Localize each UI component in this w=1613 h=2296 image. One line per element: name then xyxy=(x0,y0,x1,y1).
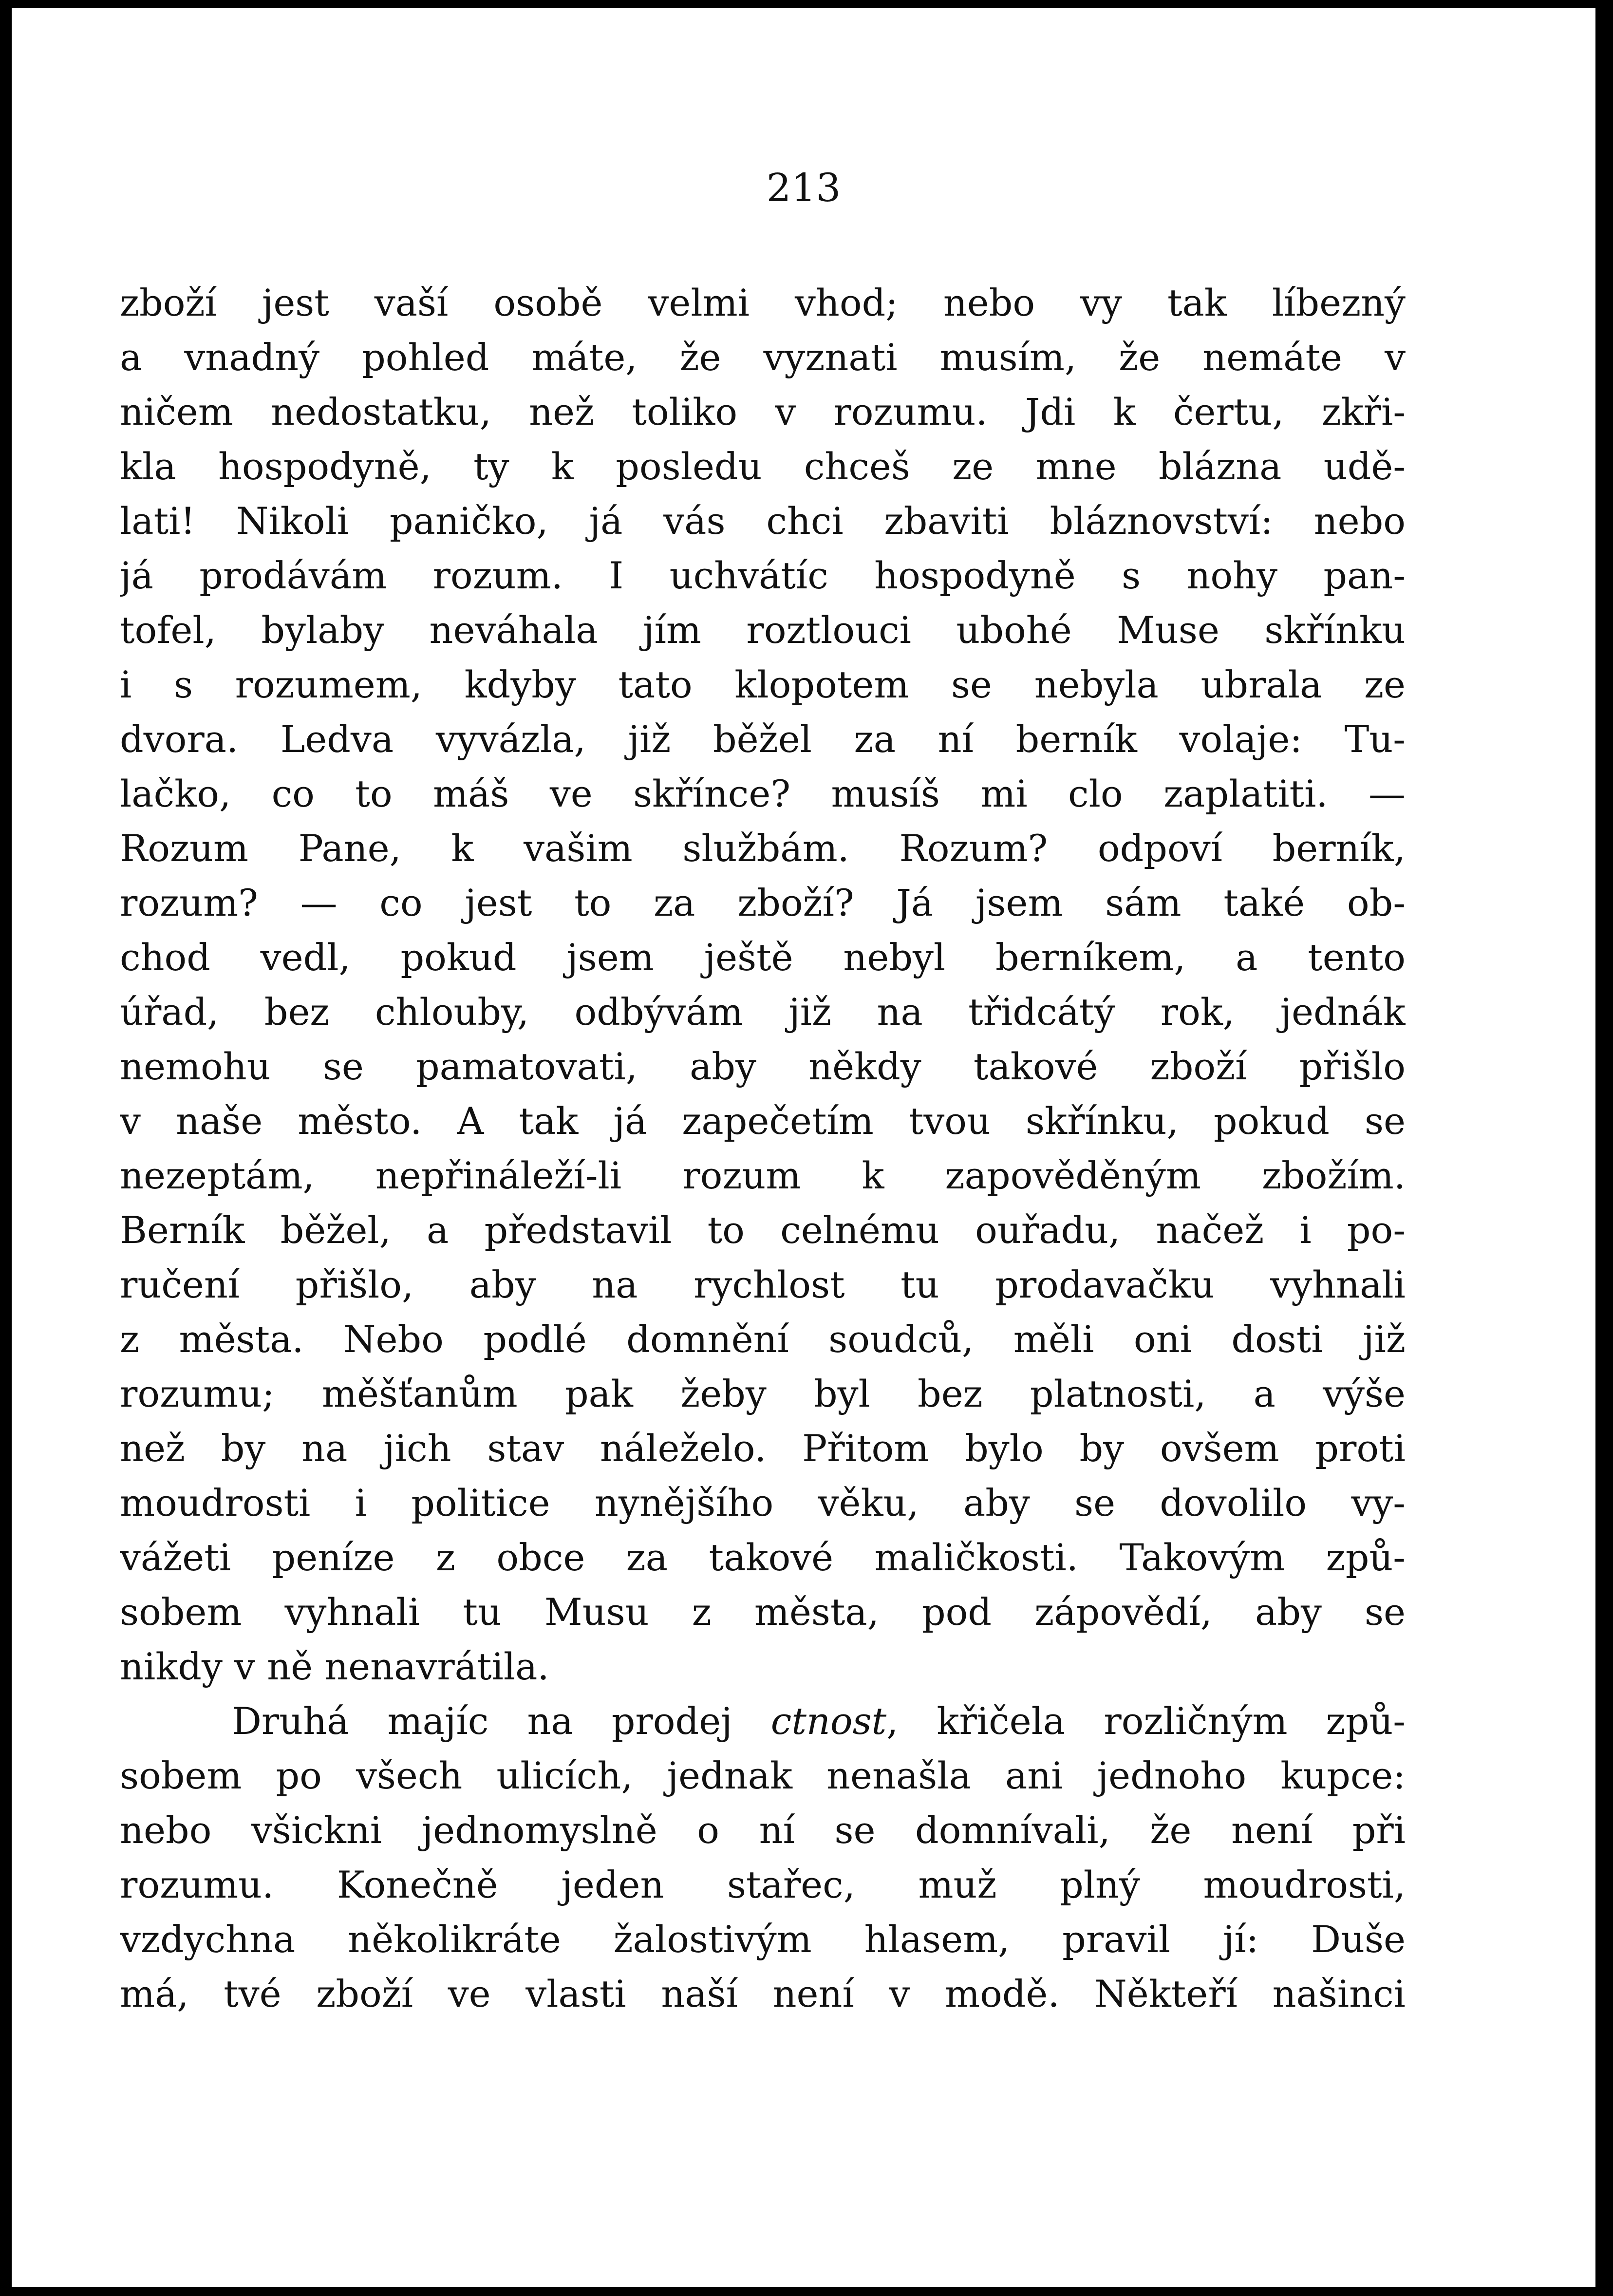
text-run: , křičela rozličným způ- xyxy=(886,1699,1406,1743)
page-number: 213 xyxy=(766,165,841,210)
text-line: nebo všickni jednomyslně o ní se domnívali, že není při xyxy=(120,1808,1406,1852)
text-line: nikdy v ně nenavrátila. xyxy=(120,1645,549,1688)
text-line: ručení přišlo, aby na rychlost tu prodavačku vyhnali xyxy=(120,1263,1406,1306)
text-line: Berník běžel, a představil to celnému ouřadu, načež i po- xyxy=(120,1208,1406,1252)
text-line: chod vedl, pokud jsem ještě nebyl berníkem, a tento xyxy=(120,936,1406,979)
text-line: moudrosti i politice nynějšího věku, aby se dovolilo vy- xyxy=(120,1481,1406,1524)
paragraph-first-line xyxy=(120,1694,1406,1749)
italic-word: ctnost xyxy=(770,1699,887,1743)
text-run: Druhá majíc na prodej xyxy=(232,1699,771,1743)
text-line: sobem po všech ulicích, jednak nenašla ani jednoho kupce: xyxy=(120,1754,1406,1797)
text-line: rozumu; měšťanům pak žeby byl bez platnosti, a výše xyxy=(120,1372,1406,1415)
text-line: z města. Nebo podlé domnění soudců, měli oni dosti již xyxy=(120,1317,1406,1361)
text-line: zboží jest vaší osobě velmi vhod; nebo vy tak líbezný xyxy=(120,281,1406,324)
text-line: tofel, bylaby neváhala jím roztlouci ubohé Muse skřínku xyxy=(120,608,1406,652)
text-line: nemohu se pamatovati, aby někdy takové zboží přišlo xyxy=(120,1045,1406,1088)
text-line: ničem nedostatku, než toliko v rozumu. Jdi k čertu, zkři- xyxy=(120,390,1406,433)
body-text xyxy=(120,276,1406,2021)
text-line: vážeti peníze z obce za takové maličkosti. Takovým způ- xyxy=(120,1536,1406,1579)
text-line: kla hospodyně, ty k posledu chceš ze mne blázna udě- xyxy=(120,445,1406,488)
text-line: dvora. Ledva vyvázla, již běžel za ní berník volaje: Tu- xyxy=(120,717,1406,761)
text-line: vzdychna několikráte žalostivým hlasem, pravil jí: Duše xyxy=(120,1918,1406,1961)
text-line: úřad, bez chlouby, odbývám již na třidcátý rok, jednák xyxy=(120,990,1406,1034)
text-line: lati! Nikoli paničko, já vás chci zbaviti bláznovství: nebo xyxy=(120,499,1406,543)
text-line: než by na jich stav náleželo. Přitom bylo by ovšem proti xyxy=(120,1427,1406,1470)
text-line: a vnadný pohled máte, že vyznati musím, že nemáte v xyxy=(120,336,1406,379)
text-line: v naše město. A tak já zapečetím tvou skřínku, pokud se xyxy=(120,1099,1406,1143)
text-line: má, tvé zboží ve vlasti naší není v modě. Někteří našinci xyxy=(120,1972,1406,2015)
text-line: Rozum Pane, k vašim službám. Rozum? odpoví berník, xyxy=(120,827,1406,870)
text-line: i s rozumem, kdyby tato klopotem se nebyla ubrala ze xyxy=(120,663,1406,706)
text-line: já prodávám rozum. I uchvátíc hospodyně s nohy pan- xyxy=(120,554,1406,597)
text-line: sobem vyhnali tu Musu z města, pod zápovědí, aby se xyxy=(120,1590,1406,1634)
text-line: lačko, co to máš ve skřínce? musíš mi clo zaplatiti. — xyxy=(120,772,1406,815)
text-line: rozum? — co jest to za zboží? Já jsem sám také ob- xyxy=(120,881,1406,924)
text-line: rozumu. Konečně jeden stařec, muž plný moudrosti, xyxy=(120,1863,1406,1906)
text-line: nezeptám, nepřináleží-li rozum k zapověděným zbožím. xyxy=(120,1154,1406,1197)
book-page xyxy=(12,8,1595,2287)
